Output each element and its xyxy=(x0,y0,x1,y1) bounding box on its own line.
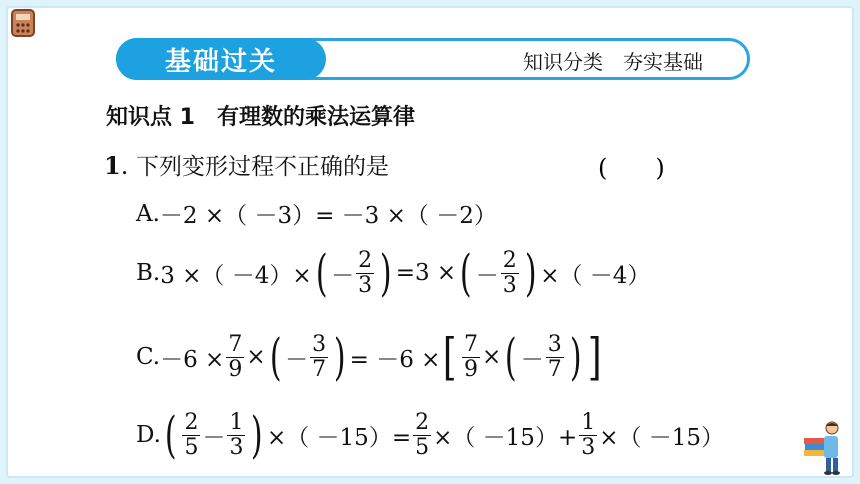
left-paren: ( xyxy=(164,406,177,464)
knowledge-point-title: 知识点 1 有理数的乘法运算律 xyxy=(106,105,415,130)
left-paren: ( xyxy=(505,328,517,386)
fraction: $\frac{2}{3}$ xyxy=(502,248,517,298)
fraction: $\frac{1}{3}$ xyxy=(229,410,244,460)
right-bracket: ] xyxy=(588,328,602,386)
fraction: $\frac{2}{3}$ xyxy=(358,248,373,298)
option-c[interactable] xyxy=(136,328,605,386)
right-paren: ) xyxy=(334,328,346,386)
question-stem xyxy=(104,148,389,181)
fraction: $\frac{2}{5}$ xyxy=(184,410,199,460)
calculator-icon xyxy=(10,8,36,38)
fraction: $\frac{1}{3}$ xyxy=(581,410,596,460)
option-label: D. xyxy=(136,422,161,448)
fraction: $\frac{3}{7}$ xyxy=(312,332,327,382)
right-paren: ) xyxy=(251,406,264,464)
expr-part: =3 × xyxy=(395,260,457,286)
option-label: B. xyxy=(136,260,161,286)
fraction: $\frac{7}{9}$ xyxy=(228,332,243,382)
answer-bracket[interactable]: ( ) xyxy=(598,154,665,182)
student-with-books-icon xyxy=(802,420,846,476)
left-paren: ( xyxy=(460,244,472,302)
right-paren: ) xyxy=(380,244,392,302)
section-banner xyxy=(116,38,750,80)
fraction: $\frac{3}{7}$ xyxy=(547,332,562,382)
right-paren: ) xyxy=(524,244,537,302)
neg-sign: － xyxy=(285,346,309,373)
expr-part: －6 × xyxy=(160,346,225,373)
expr-part: 3 ×（ －4）× xyxy=(160,262,312,289)
question-text: 下列变形过程不正确的是 xyxy=(135,154,389,180)
option-label: C. xyxy=(136,344,161,370)
question-dot: . xyxy=(120,152,129,180)
option-a[interactable] xyxy=(136,197,497,230)
option-b[interactable] xyxy=(136,244,651,302)
neg-sign: － xyxy=(520,346,544,373)
times-sign: × xyxy=(481,344,502,370)
question-number: 1 xyxy=(104,151,121,180)
option-expr: －2 ×（ －3）= －3 ×（ －2） xyxy=(159,203,497,229)
minus-sign: － xyxy=(202,424,226,451)
times-sign: × xyxy=(246,344,266,370)
fraction: $\frac{7}{9}$ xyxy=(463,332,478,382)
left-paren: ( xyxy=(269,328,282,386)
left-bracket: [ xyxy=(443,328,458,386)
neg-sign: － xyxy=(475,262,499,289)
expr-part: ×（ －15）+ xyxy=(433,424,578,451)
option-d[interactable] xyxy=(136,406,725,464)
fraction: $\frac{2}{5}$ xyxy=(415,410,430,460)
expr-part: ×（ －4） xyxy=(540,262,651,289)
expr-part: ×（ －15）= xyxy=(266,424,412,451)
banner-tag: 基础过关 xyxy=(116,38,326,80)
banner-subtitle: 知识分类 夯实基础 xyxy=(523,50,703,74)
option-label: A. xyxy=(136,200,160,227)
expr-part: ×（ －15） xyxy=(599,424,725,451)
right-paren: ) xyxy=(569,328,582,386)
expr-part: = －6 × xyxy=(349,346,441,373)
neg-sign: － xyxy=(331,262,355,289)
left-paren: ( xyxy=(315,244,328,302)
